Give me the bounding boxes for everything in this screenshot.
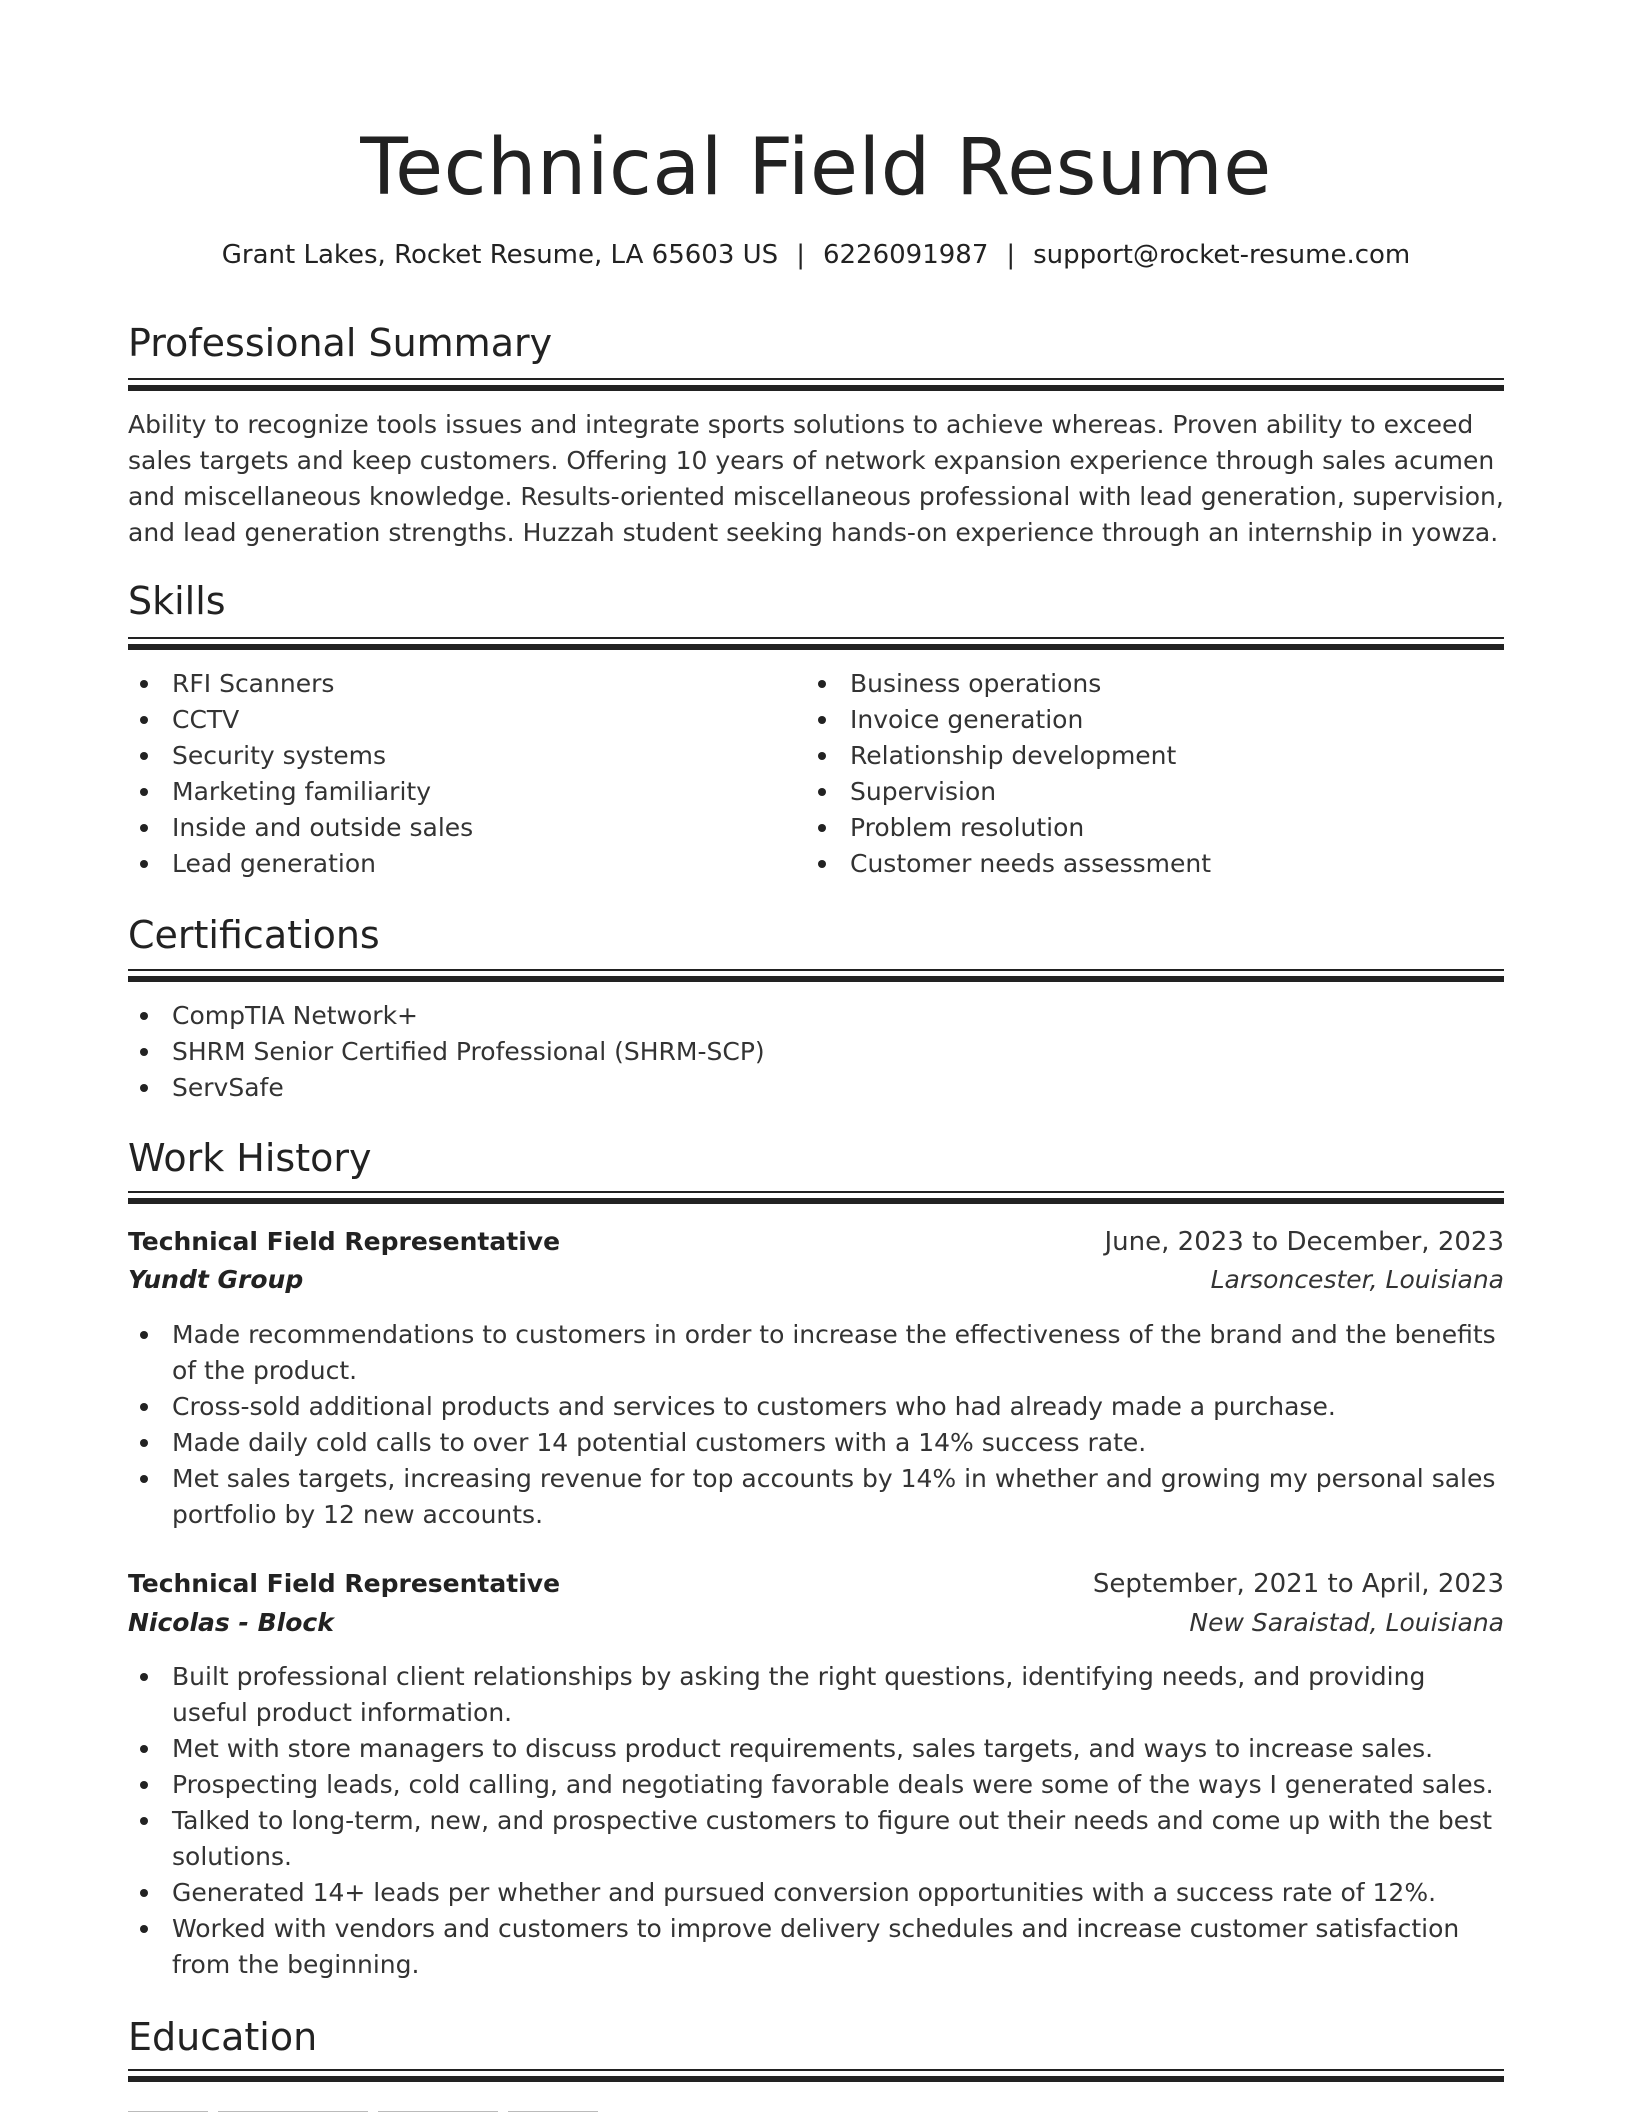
job-bullets bbox=[128, 1317, 1504, 1533]
section-divider bbox=[128, 2069, 1504, 2083]
job-company: Yundt Group bbox=[128, 1265, 304, 1294]
job-bullet: Met with store managers to discuss product requirements, sales targets, and ways to increase sales. bbox=[128, 1731, 1504, 1767]
skill-item: Inside and outside sales bbox=[128, 810, 768, 846]
education-cut-off-text bbox=[128, 2102, 728, 2112]
section-divider bbox=[128, 378, 1504, 392]
job-bullet: Worked with vendors and customers to improve delivery schedules and increase customer satisfaction from the beginning. bbox=[128, 1911, 1504, 1983]
job-bullet: Cross-sold additional products and services to customers who had already made a purchase. bbox=[128, 1389, 1504, 1425]
certification-item: ServSafe bbox=[128, 1070, 1504, 1106]
section-heading-education: Education bbox=[128, 2015, 318, 2059]
job-bullet: Prospecting leads, cold calling, and negotiating favorable deals were some of the ways I generated sales. bbox=[128, 1767, 1504, 1803]
section-divider bbox=[128, 969, 1504, 983]
skill-item: Relationship development bbox=[806, 738, 1496, 774]
job-bullet: Built professional client relationships by asking the right questions, identifying needs, and providing useful product information. bbox=[128, 1659, 1504, 1731]
certifications-list bbox=[128, 998, 1504, 1106]
section-heading-work-history: Work History bbox=[128, 1136, 372, 1180]
contact-phone: 6226091987 bbox=[822, 240, 989, 270]
contact-line bbox=[0, 236, 1632, 274]
section-heading-certifications: Certifications bbox=[128, 913, 380, 957]
skill-item: Lead generation bbox=[128, 846, 768, 882]
job-location: New Saraistad, Louisiana bbox=[1189, 1608, 1504, 1637]
contact-address: Grant Lakes, Rocket Resume, LA 65603 US bbox=[221, 240, 779, 270]
skills-list-left bbox=[128, 666, 768, 882]
certification-item: CompTIA Network+ bbox=[128, 998, 1504, 1034]
job-title: Technical Field Representative bbox=[128, 1227, 561, 1256]
job-bullet: Made daily cold calls to over 14 potential customers with a 14% success rate. bbox=[128, 1425, 1504, 1461]
skill-item: Marketing familiarity bbox=[128, 774, 768, 810]
resume-title: Technical Field Resume bbox=[360, 123, 1272, 213]
contact-separator: | bbox=[796, 240, 805, 270]
job-bullets bbox=[128, 1659, 1504, 1983]
skill-item: Invoice generation bbox=[806, 702, 1496, 738]
skills-list-right bbox=[806, 666, 1496, 882]
contact-separator: | bbox=[1006, 240, 1016, 270]
skill-item: Problem resolution bbox=[806, 810, 1496, 846]
skill-item: CCTV bbox=[128, 702, 768, 738]
certification-item: SHRM Senior Certified Professional (SHRM-SCP) bbox=[128, 1034, 1504, 1070]
skill-item: RFI Scanners bbox=[128, 666, 768, 702]
section-heading-summary: Professional Summary bbox=[128, 321, 553, 365]
contact-email[interactable]: support@rocket-resume.com bbox=[1033, 240, 1411, 270]
summary-text: Ability to recognize tools issues and integrate sports solutions to achieve whereas. Proven ability to exceed sales targets and keep customers. Offering 10 years of network expansion experience through sales acumen and miscellaneous knowledge. Results-oriented miscellaneous professional with lead generation, supervision, and lead generation strengths. Huzzah student seeking hands-on experience through an internship in yowza. bbox=[128, 410, 1504, 547]
job-company: Nicolas - Block bbox=[128, 1608, 334, 1637]
job-bullet: Talked to long-term, new, and prospective customers to figure out their needs and come up with the best solutions. bbox=[128, 1803, 1504, 1875]
skill-item: Business operations bbox=[806, 666, 1496, 702]
section-divider bbox=[128, 1191, 1504, 1205]
skill-item: Supervision bbox=[806, 774, 1496, 810]
section-divider bbox=[128, 637, 1504, 651]
skill-item: Security systems bbox=[128, 738, 768, 774]
job-dates: June, 2023 to December, 2023 bbox=[1104, 1227, 1504, 1257]
job-bullet: Met sales targets, increasing revenue for top accounts by 14% in whether and growing my personal sales portfolio by 12 new accounts. bbox=[128, 1461, 1504, 1533]
job-title: Technical Field Representative bbox=[128, 1569, 561, 1598]
job-bullet: Generated 14+ leads per whether and pursued conversion opportunities with a success rate of 12%. bbox=[128, 1875, 1504, 1911]
job-dates: September, 2021 to April, 2023 bbox=[1092, 1569, 1504, 1599]
skill-item: Customer needs assessment bbox=[806, 846, 1496, 882]
section-heading-skills: Skills bbox=[128, 579, 226, 623]
job-location: Larsoncester, Louisiana bbox=[1210, 1265, 1504, 1294]
job-bullet: Made recommendations to customers in order to increase the effectiveness of the brand and the benefits of the product. bbox=[128, 1317, 1504, 1389]
